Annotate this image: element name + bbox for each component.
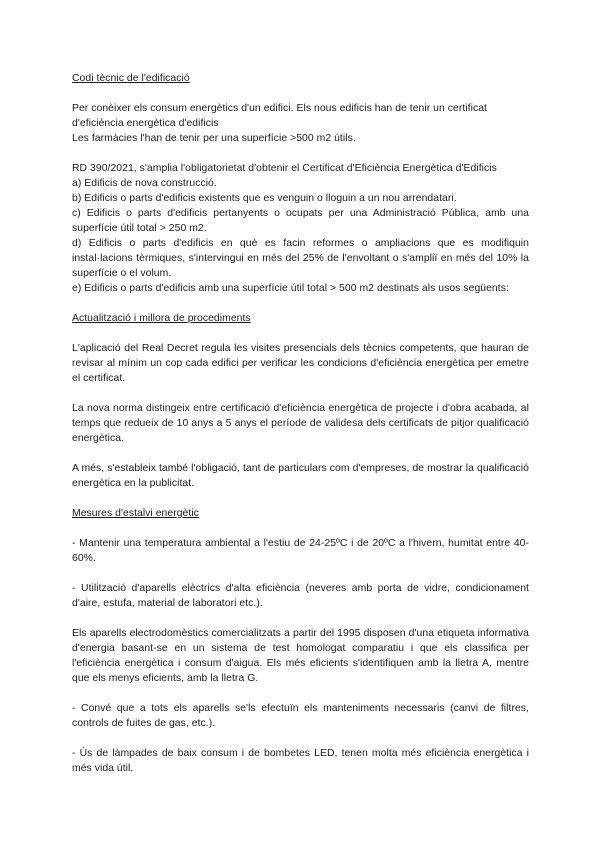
paragraph-nova-norma: La nova norma distingeix entre certificació d'eficiència energètica de projecte i d'obra acabada, al temps que redueix de 10 anys a 5 anys el període de validesa dels certificats de pitjor qualificació energètica. xyxy=(72,403,529,444)
paragraph-temperatura: - Mantenir una temperatura ambiental a l'estiu de 24-25ºC i de 20ºC a l'hivern, humitat entre 40-60%. xyxy=(72,538,529,564)
paragraph-lampades: - Ús de làmpades de baix consum i de bombetes LED, tenen molta més eficiència energètica i més vida útil. xyxy=(72,748,529,774)
paragraph-electrodomestics: Els aparells electrodomèstics comercialitzats a partir del 1995 disposen d'una etiqueta informativa d'energia basant-se en un sistema de test homologat comparatiu i que els classifica per l'eficiència energètica i consum d'aigua. Els més eficients s'identifiquen amb la lletra A, mentre que els menys eficients, amb la lletra G. xyxy=(72,628,529,684)
list-item-b: b) Edificis o parts d'edificis existents que es venguin o lloguin a un nou arrendatari. xyxy=(72,193,457,204)
list-item-c: c) Edificis o parts d'edificis pertanyents o ocupats per una Administració Pública, amb una superfície útil total > 250 m2. xyxy=(72,208,529,234)
section-heading-codi-tecnic: Codi tècnic de l'edificació xyxy=(72,73,190,84)
paragraph-real-decret: L'aplicació del Real Decret regula les visites presencials dels tècnics competents, que hauran de revisar al mínim un cop cada edifici per verificar les condicions d'eficiència energètica per emetre el certificat. xyxy=(72,343,529,384)
paragraph-aparells-electrics: - Utilització d'aparells elèctrics d'alta eficiència (neveres amb porta de vidre, condicionament d'aire, estufa, material de laboratori etc.). xyxy=(72,583,529,609)
intro-paragraph: Per conèixer els consum energètics d'un edifici. Els nous edificis han de tenir un certificat d'eficiència energètica d'edificis xyxy=(72,103,487,129)
list-item-d: d) Edificis o parts d'edificis en què es facin reformes o ampliacions que es modifiquin instal·lacions tèrmiques, s'intervingui en més del 25% de l'envoltant o s'ampliï en més del 10% la superfície o el volum. xyxy=(72,238,529,279)
section-heading-mesures: Mesures d'estalvi energètic xyxy=(72,508,199,519)
list-item-a: a) Edificis de nova construcció. xyxy=(72,178,217,189)
rd-intro: RD 390/2021, s'amplia l'obligatorietat d'obtenir el Certificat d'Eficiència Energètica d'Edificis xyxy=(72,163,497,174)
section-heading-actualitzacio: Actualització i millora de procediments xyxy=(72,313,251,324)
paragraph-manteniments: - Convé que a tots els aparells se'ls efectuïn els manteniments necessaris (canvi de filtres, controls de fuites de gas, etc.). xyxy=(72,703,529,729)
paragraph-publicitat: A més, s'estableix també l'obligació, tant de particulars com d'empreses, de mostrar la qualificació energètica en la publicitat. xyxy=(72,463,529,489)
pharmacy-requirement: Les farmàcies l'han de tenir per una superfície >500 m2 útils. xyxy=(72,133,356,144)
list-item-e: e) Edificis o parts d'edificis amb una superfície útil total > 500 m2 destinats als usos següents: xyxy=(72,283,509,294)
